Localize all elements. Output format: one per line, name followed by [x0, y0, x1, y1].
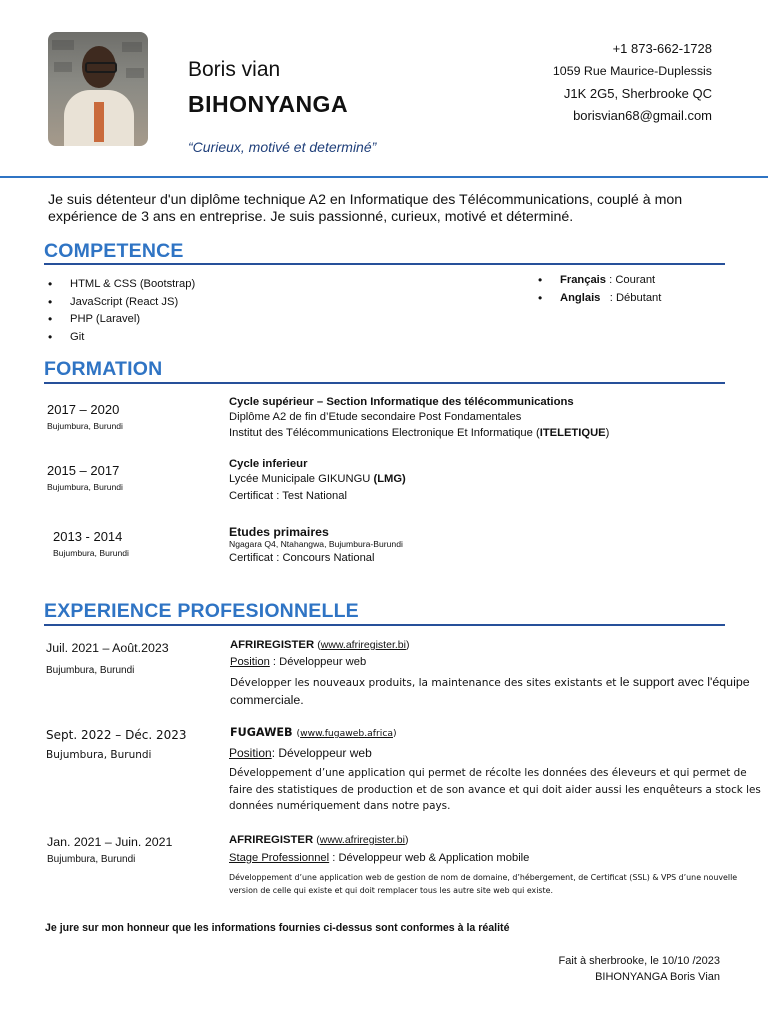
experience-description	[230, 674, 750, 709]
contact-street: 1059 Rue Maurice-Duplessis	[552, 64, 712, 78]
language-item	[538, 272, 661, 290]
role-text: : Développeur web	[271, 746, 372, 760]
language-level: : Débutant	[600, 291, 662, 304]
experience-rule	[44, 624, 725, 626]
experience-role	[229, 852, 529, 864]
first-name: Boris vian	[188, 58, 281, 81]
formation-line-end: )	[605, 427, 610, 439]
contact-phone: +1 873-662-1728	[612, 41, 712, 56]
formation-title-item: Etudes primaires	[229, 525, 329, 539]
skill-item: • PHP (Laravel)	[48, 311, 195, 329]
formation-title: FORMATION	[44, 358, 163, 380]
formation-title-item: Cycle inferieur	[229, 458, 308, 470]
experience-role	[229, 746, 372, 760]
contact-email: borisvian68@gmail.com	[573, 108, 712, 123]
profile-photo	[48, 32, 148, 146]
role-text: : Développeur web & Application mobile	[329, 852, 530, 864]
company-name: FUGAWEB	[230, 726, 293, 739]
company-name: AFRIREGISTER	[230, 639, 315, 651]
formation-line-text: Lycée Municipale GIKUNGU	[229, 473, 374, 485]
company-url[interactable]: www.fugaweb.africa	[300, 728, 394, 739]
company-url-wrap: (www.afriregister.bi)	[316, 834, 409, 846]
formation-dates: 2013 - 2014	[53, 529, 123, 544]
formation-acronym: (LMG)	[373, 473, 406, 485]
tagline: “Curieux, motivé et determiné”	[188, 139, 377, 155]
role-label: Position	[229, 746, 272, 760]
description-part: le support avec l'équipe commerciale.	[230, 675, 750, 707]
experience-company	[230, 639, 409, 651]
experience-description: Développement d’une application qui permet de récolte les données des éleveurs et qui permet de faire des statistiques de production et de son avance et qui doit aider aussi les enquêteurs a stock les données numériquement dans notre pays.	[229, 767, 761, 812]
intro-paragraph: Je suis détenteur d'un diplôme technique A2 en Informatique des Télécommunications, couplé à mon expérience de 3 ans en entreprise. Je suis passionné, curieux, motivé et déterminé.	[48, 192, 683, 225]
company-url[interactable]: www.afriregister.bi	[320, 639, 406, 651]
experience-company	[230, 726, 397, 739]
company-name: AFRIREGISTER	[229, 834, 314, 846]
formation-place: Bujumbura, Burundi	[53, 548, 129, 558]
company-url[interactable]: www.afriregister.bi	[319, 834, 405, 846]
signature-name: BIHONYANGA Boris Vian	[595, 971, 720, 983]
experience-dates: Jan. 2021 – Juin. 2021	[47, 835, 173, 849]
competence-rule	[44, 263, 725, 265]
formation-line-text: Institut des Télécommunications Electronique Et Informatique (	[229, 427, 540, 439]
competence-title: COMPETENCE	[44, 240, 184, 262]
language-level: : Courant	[606, 274, 656, 286]
formation-place: Bujumbura, Burundi	[47, 421, 123, 431]
contact-city: J1K 2G5, Sherbrooke QC	[563, 86, 712, 101]
experience-place: Bujumbura, Burundi	[46, 665, 135, 676]
experience-description: Développement d’une application web de gestion de nom de domaine, d’hébergement, de Certificat (SSL) & VPS d’une nouvelle version de celle qui existe et qui doit remplacer tous les autre site web qui existe.	[229, 873, 738, 895]
formation-dates: 2015 – 2017	[47, 463, 120, 478]
language-item	[538, 290, 661, 308]
formation-title-item: Cycle supérieur – Section Informatique des télécommunications	[229, 396, 574, 408]
last-name: BIHONYANGA	[188, 91, 349, 117]
formation-line	[229, 427, 609, 439]
skill-item: • HTML & CSS (Bootstrap)	[48, 276, 195, 294]
signature-place-date: Fait à sherbrooke, le 10/10 /2023	[558, 955, 720, 967]
experience-role	[230, 656, 366, 668]
experience-title: EXPERIENCE PROFESIONNELLE	[44, 600, 359, 622]
skill-item: • JavaScript (React JS)	[48, 294, 195, 312]
formation-place: Bujumbura, Burundi	[47, 482, 123, 492]
languages-list	[538, 272, 661, 307]
formation-line	[229, 473, 406, 485]
formation-line: Certificat : Concours National	[229, 552, 375, 564]
header-divider	[0, 176, 768, 178]
description-part: Développer les nouveaux produits, la maintenance des sites existants et	[230, 677, 620, 689]
experience-place: Bujumbura, Burundi	[47, 854, 136, 865]
experience-dates: Juil. 2021 – Août.2023	[46, 641, 169, 655]
experience-place: Bujumbura, Burundi	[46, 749, 152, 761]
language-name: Anglais	[560, 291, 601, 304]
declaration: Je jure sur mon honneur que les informations fournies ci-dessus sont conformes à la réalité	[45, 922, 510, 934]
language-name: Français	[560, 274, 607, 286]
formation-rule	[44, 382, 725, 384]
role-label: Position	[230, 656, 270, 668]
experience-dates: Sept. 2022 – Déc. 2023	[46, 728, 187, 742]
company-url-wrap: (www.fugaweb.africa)	[296, 728, 397, 739]
formation-line: Diplôme A2 de fin d’Etude secondaire Post Fondamentales	[229, 411, 522, 423]
formation-line: Certificat : Test National	[229, 490, 347, 502]
company-url-wrap: (www.afriregister.bi)	[317, 639, 410, 651]
experience-company	[229, 834, 408, 846]
formation-dates: 2017 – 2020	[47, 402, 120, 417]
formation-address: Ngagara Q4, Ntahangwa, Bujumbura-Burundi	[229, 539, 403, 549]
skill-item: • Git	[48, 329, 195, 347]
role-label: Stage Professionnel	[229, 852, 330, 864]
role-text: : Développeur web	[269, 656, 367, 668]
skills-list	[48, 276, 195, 346]
formation-acronym: ITELETIQUE	[539, 427, 606, 439]
